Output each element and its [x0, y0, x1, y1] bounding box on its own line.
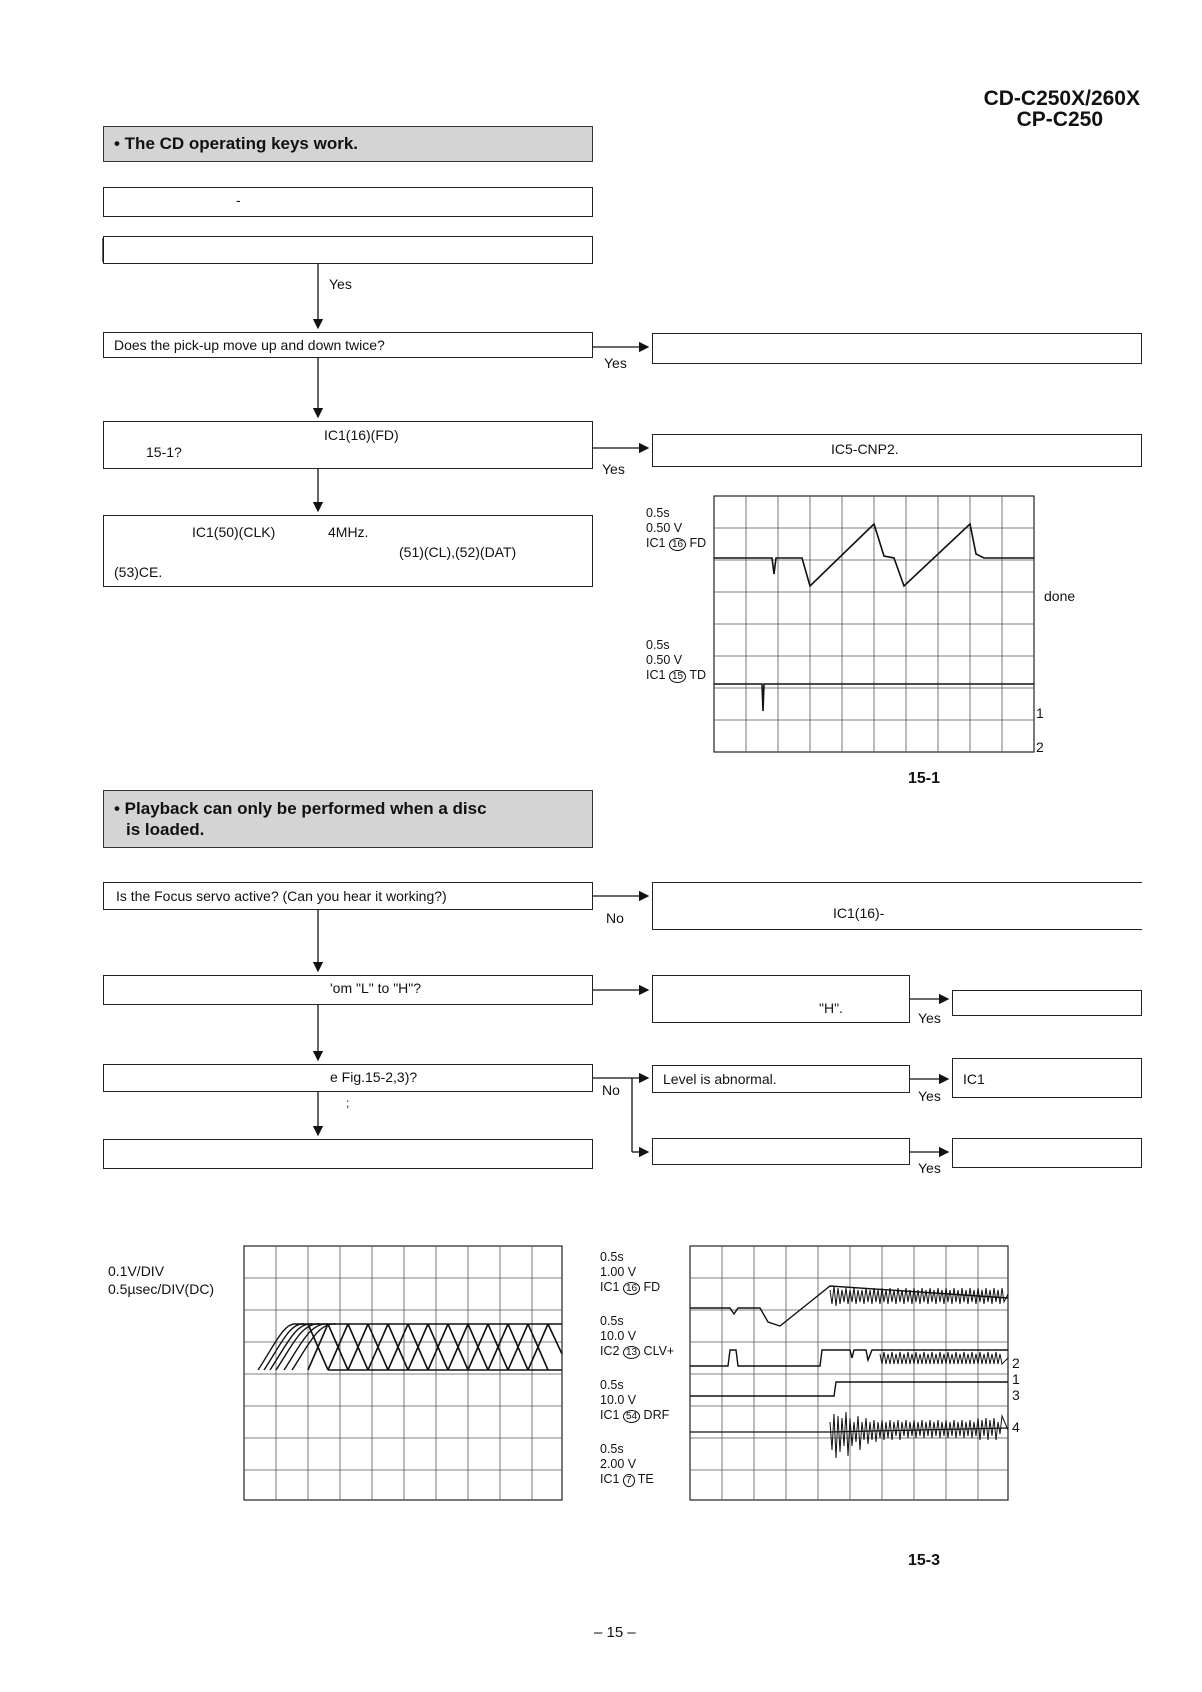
scope2-eye-pattern	[258, 1324, 562, 1370]
scope1-ch2-sig: TD	[689, 668, 706, 682]
scope3-ch4-ic: IC1	[600, 1472, 620, 1486]
scope3-ch2-ic: IC2	[600, 1344, 620, 1358]
q-fd-yes: Yes	[602, 461, 625, 477]
scope1-ch2-volt: 0.50 V	[646, 653, 683, 667]
scope3-marker-3: 3	[1012, 1387, 1020, 1403]
scope3-marker-1: 1	[1012, 1371, 1020, 1387]
scope3-trace-drf	[690, 1382, 1008, 1396]
scope3-ch1-sig: FD	[643, 1280, 661, 1294]
scope1-ch2-pin: 15	[669, 670, 686, 683]
scope3-ch2-time: 0.5s	[600, 1314, 624, 1328]
scope1-ch1-volt: 0.50 V	[646, 521, 683, 535]
scope3-trace-clv-noise	[880, 1352, 1008, 1364]
r-ic1-text: IC1	[963, 1071, 985, 1087]
r-bottom-yes: Yes	[918, 1160, 941, 1176]
scope3-ch3-label	[600, 1378, 690, 1424]
scope1-side-note: done	[1044, 588, 1076, 604]
scope3-ch1-label	[600, 1250, 690, 1296]
scope3-ch1-signal	[600, 1280, 690, 1296]
scope1-ch2-ic: IC1	[646, 668, 666, 682]
scope2-scale	[108, 1262, 214, 1298]
scope2-scale-v: 0.1V/DIV	[108, 1263, 165, 1279]
scope3-ch4-time: 0.5s	[600, 1442, 624, 1456]
scope3-ch4-sig: TE	[637, 1472, 654, 1486]
r-h-yes: Yes	[918, 1010, 941, 1026]
q-pickup-yes: Yes	[604, 355, 627, 371]
scope2-scale-t: 0.5µsec/DIV(DC)	[108, 1281, 215, 1297]
q-focus-text: Is the Focus servo active? (Can you hear it working?)	[116, 888, 447, 904]
scope1-ch1-sig: FD	[689, 536, 707, 550]
scope1-ch1-pin: 16	[669, 538, 686, 551]
section2-banner-line1: • Playback can only be performed when a disc	[114, 799, 487, 818]
q-clk-c: (51)(CL),(52)(DAT)	[399, 544, 517, 560]
scope3-trace-fd	[690, 1286, 1008, 1326]
section1-banner: • The CD operating keys work.	[103, 126, 593, 162]
q-focus-no: No	[606, 910, 624, 926]
q-fig-mark: ;	[346, 1096, 350, 1110]
q-clk-d: (53)CE.	[114, 564, 163, 580]
scope1-ch1-ic: IC1	[646, 536, 666, 550]
scope3-ch3-volt: 10.0 V	[600, 1393, 637, 1407]
scope3-ch4-volt: 2.00 V	[600, 1457, 637, 1471]
scope1-ch1-time: 0.5s	[646, 506, 670, 520]
r-level-text: Level is abnormal.	[663, 1071, 777, 1087]
q-fd-fig: 15-1?	[146, 444, 182, 460]
scope1-marker-1: 1	[1036, 705, 1044, 721]
scope-15-3	[690, 1246, 1010, 1502]
scope3-ch1-pin: 16	[623, 1282, 640, 1295]
r-h-text: "H".	[819, 1000, 843, 1016]
scope3-ch3-time: 0.5s	[600, 1378, 624, 1392]
scope3-ch1-ic: IC1	[600, 1280, 620, 1294]
scope3-trace-te-noise	[830, 1412, 1008, 1458]
scope3-ch4-pin: 7	[623, 1474, 635, 1487]
yes-label-1: Yes	[329, 276, 352, 292]
q-clk-b: 4MHz.	[328, 524, 369, 540]
q-fig-text: e Fig.15-2,3)?	[330, 1069, 418, 1085]
scope3-ch3-ic: IC1	[600, 1408, 620, 1422]
scope3-ch3-signal	[600, 1408, 690, 1424]
scope3-trace-fd-noise	[830, 1286, 1008, 1306]
scope3-ch3-pin: 54	[623, 1410, 640, 1423]
scope3-ch3-sig: DRF	[643, 1408, 670, 1422]
scope3-ch1-volt: 1.00 V	[600, 1265, 637, 1279]
scope3-ch2-volt: 10.0 V	[600, 1329, 637, 1343]
r-cnp2-text: IC5-CNP2.	[831, 441, 899, 457]
scope3-ch2-label	[600, 1314, 690, 1360]
q-fig-no: No	[602, 1082, 620, 1098]
scope3-caption: 15-3	[908, 1552, 941, 1569]
section2-banner-line2: is loaded.	[126, 820, 205, 839]
scope1-ch2-time: 0.5s	[646, 638, 670, 652]
q-fd-signal: IC1(16)(FD)	[324, 427, 399, 443]
scope3-ch4-label	[600, 1442, 690, 1488]
scope3-ch2-signal	[600, 1344, 690, 1360]
scope3-marker-4: 4	[1012, 1419, 1020, 1435]
scope3-ch2-sig: CLV+	[643, 1344, 675, 1358]
q-lh-text: 'om "L" to "H"?	[330, 980, 422, 996]
r-focus-text: IC1(16)-	[833, 905, 885, 921]
r-level-yes: Yes	[918, 1088, 941, 1104]
scope-15-2	[244, 1246, 564, 1502]
scope1-marker-2: 2	[1036, 739, 1044, 755]
scope3-ch4-signal	[600, 1472, 690, 1488]
model-line-2: CP-C250	[1016, 108, 1103, 131]
scope2-eye-crosshatch	[308, 1324, 562, 1370]
scope3-ch2-pin: 13	[623, 1346, 640, 1359]
page-number: – 15 –	[594, 1624, 636, 1641]
flow-box-1-text: -	[236, 192, 241, 208]
q-clk-a: IC1(50)(CLK)	[192, 524, 276, 540]
q-pickup-text: Does the pick-up move up and down twice?	[114, 337, 385, 353]
model-line-1: CD-C250X/260X	[983, 87, 1140, 110]
scope1-caption: 15-1	[908, 770, 941, 787]
scope3-marker-2: 2	[1012, 1355, 1020, 1371]
scope3-ch1-time: 0.5s	[600, 1250, 624, 1264]
